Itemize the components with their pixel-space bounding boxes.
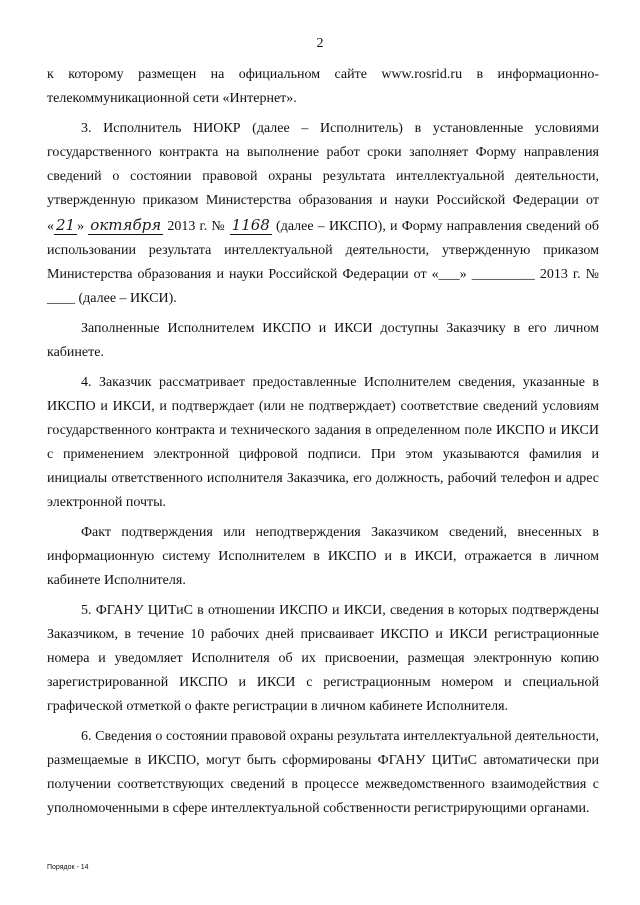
handwritten-month: октября (90, 216, 162, 234)
handwritten-day: 21 (56, 216, 76, 234)
paragraph-continuation: к которому размещен на официальном сайте www.rosrid.ru в информационно-телекоммуникационной сети «Интернет». (47, 67, 599, 106)
page-number: 2 (316, 36, 324, 51)
document-body (47, 63, 599, 827)
paragraph-4-note: Факт подтверждения или неподтверждения Заказчиком сведений, внесенных в информационную систему Исполнителем в ИКСПО и в ИКСИ, отражается в личном кабинете Исполнителя. (47, 525, 599, 588)
paragraph-3-sep-1: » (77, 219, 89, 234)
paragraph-3-note: Заполненные Исполнителем ИКСПО и ИКСИ доступны Заказчику в его личном кабинете. (47, 321, 599, 360)
paragraph-3-sep-2: 2013 г. № (163, 219, 230, 234)
paragraph-3-text-a: 3. Исполнитель НИОКР (далее – Исполнитель) в установленные условиями государственного контракта на выполнение работ сроки заполняет Форму направления сведений о состоянии правовой охраны результата интеллектуальной деятельности, утвержденную приказом Министерства образования и науки Российской Федерации от « (47, 121, 599, 234)
handwritten-order-number: 1168 (231, 216, 270, 234)
footer-label: Порядок - 14 (47, 864, 89, 871)
paragraph-3 (47, 117, 599, 311)
paragraph-4: 4. Заказчик рассматривает предоставленные Исполнителем сведения, указанные в ИКСПО и ИКСИ, и подтверждает (или не подтверждает) соответствие сведений условиям государственного контракта и технического задания в определенном поле ИКСПО и ИКСИ с применением электронной цифровой подписи. При этом указываются фамилия и инициалы ответственного исполнителя Заказчика, его должность, рабочий телефон и адрес электронной почты. (47, 375, 599, 510)
paragraph-3-text-b: (далее – ИКСПО), и Форму направления сведений об использовании результата интеллектуальной деятельности, утвержденную приказом Министерства образования и науки Российской Федерации от «___» _________ 2013 г. № ____ (далее – ИКСИ). (47, 219, 599, 306)
paragraph-6: 6. Сведения о состоянии правовой охраны результата интеллектуальной деятельности, размещаемые в ИКСПО, могут быть сформированы ФГАНУ ЦИТиС автоматически при получении соответствующих сведений в процессе межведомственного взаимодействия с уполномоченными в сфере интеллектуальной собственности регистрирующими органами. (47, 729, 599, 816)
paragraph-5: 5. ФГАНУ ЦИТиС в отношении ИКСПО и ИКСИ, сведения в которых подтверждены Заказчиком, в течение 10 рабочих дней присваивает ИКСПО и ИКСИ регистрационные номера и уведомляет Исполнителя об их присвоении, размещая электронную копию зарегистрированной ИКСПО и ИКСИ с регистрационным номером и специальной графической отметкой о факте регистрации в личном кабинете Исполнителя. (47, 603, 599, 714)
